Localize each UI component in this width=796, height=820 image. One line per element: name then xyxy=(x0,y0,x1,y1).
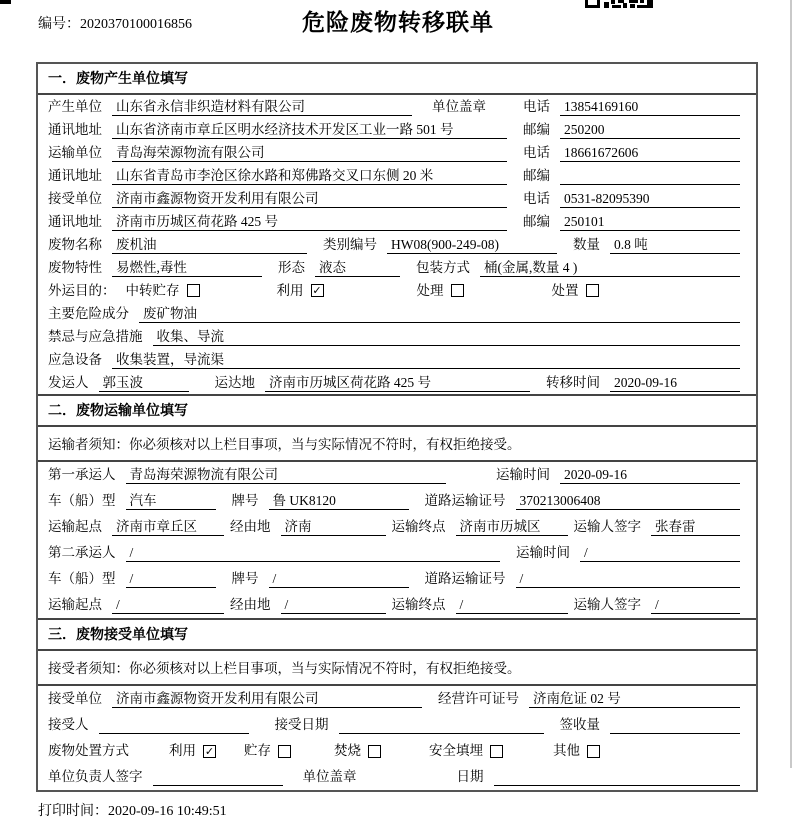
checkbox-icon xyxy=(490,745,503,758)
row-route-1 xyxy=(38,514,756,540)
transport-time-label: 运输时间 xyxy=(516,545,570,560)
plate-label: 牌号 xyxy=(231,493,259,508)
receiver-tel-label: 电话 xyxy=(523,190,550,206)
checkbox-icon xyxy=(451,284,464,297)
road-permit-value: / xyxy=(516,570,741,588)
checkbox-icon xyxy=(586,284,599,297)
manifest-table xyxy=(36,62,758,792)
shipper-label: 发运人 xyxy=(48,374,89,390)
transporter-sign-label: 运输人签字 xyxy=(573,597,641,612)
receiver-unit-value: 济南市鑫源物资开发利用有限公司 xyxy=(112,190,507,208)
transport-time-label: 运输时间 xyxy=(496,467,550,482)
emergency-measures-value: 收集、导流 xyxy=(153,328,741,346)
row-vehicle-1 xyxy=(38,488,756,514)
first-carrier-value: 青岛海荣源物流有限公司 xyxy=(126,466,446,484)
print-time-value: 2020-09-16 10:49:51 xyxy=(108,804,227,819)
accept-date-label: 接受日期 xyxy=(274,717,329,732)
document-header xyxy=(0,0,796,62)
emergency-equipment-value: 收集装置，导流渠 xyxy=(112,351,740,369)
transporter-sign-value: 张春雷 xyxy=(651,518,740,536)
producer-tel-label: 电话 xyxy=(523,98,550,114)
row-waste-character xyxy=(38,256,756,279)
received-qty-label: 签收量 xyxy=(559,717,600,732)
row-route-2 xyxy=(38,592,756,618)
checkbox-label: 处置 xyxy=(551,282,579,298)
waste-name-value: 废机油 xyxy=(112,236,307,254)
received-qty-value xyxy=(610,716,740,734)
row-first-carrier xyxy=(38,462,756,488)
row-emergency-equipment xyxy=(38,348,756,371)
transporter-sign-label: 运输人签字 xyxy=(573,519,641,534)
carrier-tel-value: 18661672606 xyxy=(560,144,740,162)
row-hazard-component xyxy=(38,302,756,325)
route-via-value: / xyxy=(281,596,386,614)
vehicle-type-label: 车（船）型 xyxy=(48,571,116,586)
row-accept-unit xyxy=(38,686,756,712)
route-via-label: 经由地 xyxy=(230,597,271,612)
checkbox-incinerate xyxy=(334,742,381,760)
row-dispatch xyxy=(38,371,756,394)
waste-name-label: 废物名称 xyxy=(48,236,102,252)
producer-label: 产生单位 xyxy=(48,98,102,114)
accept-date-value xyxy=(339,716,544,734)
road-permit-label: 道路运输证号 xyxy=(424,571,506,586)
receiver-tel-value: 0531-82095390 xyxy=(560,190,740,208)
print-time xyxy=(38,800,758,820)
checkbox-icon xyxy=(587,745,600,758)
serial-label: 编号： xyxy=(38,17,80,32)
receiver-address-label: 通讯地址 xyxy=(48,213,102,229)
checkbox-label: 焚烧 xyxy=(334,743,361,758)
receiver-unit-label: 接受单位 xyxy=(48,190,102,206)
page-title: 危险废物转移联单 xyxy=(302,9,494,35)
carrier-zip-label: 邮编 xyxy=(523,167,550,183)
waste-form-value: 液态 xyxy=(315,259,400,277)
checkbox-utilize xyxy=(277,282,324,300)
checkbox-label: 安全填埋 xyxy=(429,743,483,758)
second-carrier-value: / xyxy=(126,544,501,562)
destination-label: 运达地 xyxy=(214,374,255,390)
row-waste-name xyxy=(38,233,756,256)
transfer-time-value: 2020-09-16 xyxy=(610,374,740,392)
transport-time-value: / xyxy=(580,544,740,562)
waste-code-label: 类别编号 xyxy=(323,236,377,252)
route-to-label: 运输终点 xyxy=(391,519,446,534)
carrier-tel-label: 电话 xyxy=(523,144,550,160)
producer-zip-label: 邮编 xyxy=(523,121,550,137)
route-via-value: 济南 xyxy=(281,518,386,536)
route-from-label: 运输起点 xyxy=(48,597,102,612)
producer-address-value: 山东省济南市章丘区明水经济技术开发区工业一路 501 号 xyxy=(112,121,507,139)
vehicle-type-value: 汽车 xyxy=(126,492,216,510)
responsible-sign-label: 单位负责人签字 xyxy=(48,769,143,784)
checkbox-utilize xyxy=(169,742,216,760)
section1-title: 一．废物产生单位填写 xyxy=(38,64,756,95)
route-from-label: 运输起点 xyxy=(48,519,102,534)
waste-qty-value: 0.8 吨 xyxy=(610,236,740,254)
receiver-zip-value: 250101 xyxy=(560,213,740,231)
receiver-address-value: 济南市历城区荷花路 425 号 xyxy=(112,213,507,231)
carrier-address-label: 通讯地址 xyxy=(48,167,102,183)
transfer-time-label: 转移时间 xyxy=(546,374,600,390)
row-accept-person xyxy=(38,712,756,738)
transporter-sign-value: / xyxy=(651,596,740,614)
pack-method-label: 包装方式 xyxy=(416,259,470,275)
waste-code-value: HW08(900-249-08) xyxy=(387,236,557,254)
checkbox-icon xyxy=(278,745,291,758)
waste-form-label: 形态 xyxy=(278,259,305,275)
carrier-address-value: 山东省青岛市李沧区徐水路和郑佛路交叉口东侧 20 米 xyxy=(112,167,507,185)
first-carrier-label: 第一承运人 xyxy=(48,467,116,482)
responsible-sign-value xyxy=(153,768,283,786)
destination-value: 济南市历城区荷花路 425 号 xyxy=(265,374,530,392)
vehicle-type-label: 车（船）型 xyxy=(48,493,116,508)
checkbox-label: 其他 xyxy=(553,743,580,758)
route-to-value: / xyxy=(456,596,568,614)
disposal-method-label: 废物处置方式 xyxy=(48,743,129,758)
row-producer-address xyxy=(38,118,756,141)
row-receiver-unit xyxy=(38,187,756,210)
carrier-unit-value: 青岛海荣源物流有限公司 xyxy=(112,144,507,162)
row-second-carrier xyxy=(38,540,756,566)
pack-method-value: 桶(金属,数量 4 ) xyxy=(480,259,740,277)
carrier-zip-value xyxy=(560,167,740,185)
receiver-notice: 接受者须知：你必须核对以上栏目事项，当与实际情况不符时，有权拒绝接受。 xyxy=(38,651,756,686)
checkbox-label: 利用 xyxy=(169,743,196,758)
section3-title: 三．废物接受单位填写 xyxy=(38,618,756,651)
producer-zip-value: 250200 xyxy=(560,121,740,139)
row-outbound-purpose xyxy=(38,279,756,302)
receiver-zip-label: 邮编 xyxy=(523,213,550,229)
hazard-component-value: 废矿物油 xyxy=(139,305,740,323)
checkbox-icon xyxy=(368,745,381,758)
row-disposal-method xyxy=(38,738,756,764)
license-label: 经营许可证号 xyxy=(438,691,519,706)
page-edge-line xyxy=(790,0,792,768)
checkbox-icon: ✓ xyxy=(204,744,215,758)
checkbox-icon xyxy=(187,284,200,297)
waste-character-value: 易燃性,毒性 xyxy=(112,259,262,277)
serial-value: 2020370100016856 xyxy=(80,17,192,32)
accept-person-value xyxy=(99,716,249,734)
unit-seal-label: 单位盖章 xyxy=(302,769,357,784)
road-permit-value: 370213006408 xyxy=(516,492,741,510)
road-permit-label: 道路运输证号 xyxy=(424,493,506,508)
plate-label: 牌号 xyxy=(231,571,259,586)
accept-unit-label: 接受单位 xyxy=(48,691,102,706)
date-value xyxy=(494,768,741,786)
seal-label: 单位盖章 xyxy=(432,98,486,114)
second-carrier-label: 第二承运人 xyxy=(48,545,116,560)
route-via-label: 经由地 xyxy=(230,519,271,534)
row-producer xyxy=(38,95,756,118)
accept-unit-value: 济南市鑫源物资开发利用有限公司 xyxy=(112,690,422,708)
producer-address-label: 通讯地址 xyxy=(48,121,102,137)
checkbox-dispose xyxy=(552,282,599,300)
checkbox-store xyxy=(244,742,291,760)
accept-person-label: 接受人 xyxy=(48,717,89,732)
route-from-value: 济南市章丘区 xyxy=(112,518,224,536)
date-label: 日期 xyxy=(456,769,484,784)
row-emergency-measures xyxy=(38,325,756,348)
checkbox-label: 利用 xyxy=(276,282,304,298)
plate-value: / xyxy=(269,570,409,588)
emergency-equipment-label: 应急设备 xyxy=(48,351,102,367)
shipper-value: 郭玉波 xyxy=(99,374,189,392)
route-to-label: 运输终点 xyxy=(391,597,446,612)
checkbox-label: 处理 xyxy=(416,282,444,298)
row-vehicle-2 xyxy=(38,566,756,592)
route-to-value: 济南市历城区 xyxy=(456,518,568,536)
producer-value: 山东省永信非织造材料有限公司 xyxy=(112,98,412,116)
checkbox-other xyxy=(553,742,600,760)
producer-tel-value: 13854169160 xyxy=(560,98,740,116)
section2-title: 二．废物运输单位填写 xyxy=(38,394,756,427)
carrier-unit-label: 运输单位 xyxy=(48,144,102,160)
checkbox-label: 中转贮存 xyxy=(125,282,180,298)
row-carrier-unit xyxy=(38,141,756,164)
waste-character-label: 废物特性 xyxy=(48,259,102,275)
checkbox-transfer-storage xyxy=(126,282,200,300)
transport-time-value: 2020-09-16 xyxy=(560,466,740,484)
vehicle-type-value: / xyxy=(126,570,216,588)
emergency-measures-label: 禁忌与应急措施 xyxy=(48,328,143,344)
row-receiver-address xyxy=(38,210,756,233)
plate-value: 鲁 UK8120 xyxy=(269,492,409,510)
checkbox-landfill xyxy=(429,742,503,760)
outbound-purpose-label: 外运目的： xyxy=(48,282,116,298)
route-from-value: / xyxy=(112,596,224,614)
row-carrier-address xyxy=(38,164,756,187)
license-value: 济南危证 02 号 xyxy=(529,690,740,708)
checkbox-treat xyxy=(417,282,464,300)
print-time-label: 打印时间： xyxy=(38,804,108,819)
checkbox-label: 贮存 xyxy=(244,743,271,758)
transporter-notice: 运输者须知：你必须核对以上栏目事项，当与实际情况不符时，有权拒绝接受。 xyxy=(38,427,756,462)
waste-qty-label: 数量 xyxy=(573,236,600,252)
hazard-component-label: 主要危险成分 xyxy=(48,305,129,321)
checkbox-icon: ✓ xyxy=(312,284,322,297)
